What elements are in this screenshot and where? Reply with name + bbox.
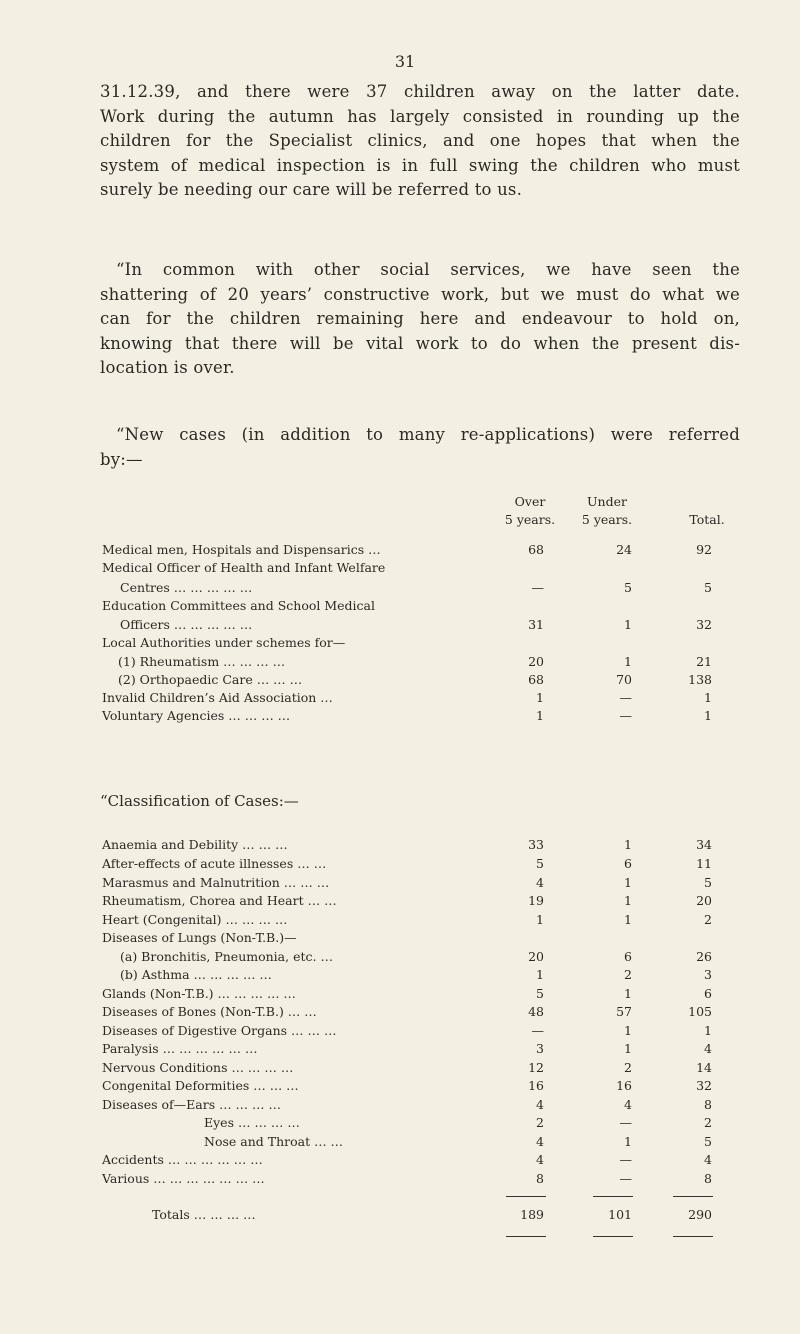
row-label: Diseases of Bones (Non-T.B.) … … — [102, 1004, 317, 1019]
cell-over-5: — — [531, 580, 544, 595]
text-line: 31.12.39, and there were 37 children away on the latter date. — [100, 82, 740, 101]
table-row — [100, 671, 740, 689]
text-line: “New cases (in addition to many re-applications) were referred — [116, 425, 740, 444]
cell-over-5: 1 — [536, 967, 544, 982]
row-label: Centres … … … … … — [120, 580, 253, 595]
cell-over-5: — — [531, 1023, 544, 1038]
table-row — [100, 634, 740, 652]
row-label: (2) Orthopaedic Care … … … — [118, 672, 303, 687]
row-label: Local Authorities under schemes for— — [102, 635, 346, 650]
cell-total: 4 — [704, 1152, 712, 1167]
row-label: Diseases of Digestive Organs … … … — [102, 1023, 337, 1038]
cell-under-5: — — [619, 1115, 632, 1130]
table-row — [100, 1096, 740, 1114]
cell-total: 11 — [696, 856, 712, 871]
cell-total: 92 — [696, 542, 712, 557]
table-row — [100, 1114, 740, 1132]
row-label: Rheumatism, Chorea and Heart … … — [102, 893, 337, 908]
row-label: Medical Officer of Health and Infant Welfare — [102, 560, 386, 575]
cell-over-5: 189 — [520, 1207, 544, 1222]
text-line: “In common with other social services, we have seen the — [116, 260, 740, 279]
header-line: 5 years. — [504, 512, 556, 527]
cell-under-5: 24 — [616, 542, 632, 557]
cell-total: 4 — [704, 1041, 712, 1056]
cell-total: 32 — [696, 617, 712, 632]
text-line: surely be needing our care will be referred to us. — [100, 180, 523, 199]
cell-over-5: 33 — [528, 837, 544, 852]
table-row — [100, 541, 740, 559]
row-label: (1) Rheumatism … … … … — [118, 654, 286, 669]
rule-total-top — [673, 1196, 713, 1197]
rule-under-5-top — [593, 1196, 633, 1197]
cell-over-5: 1 — [536, 690, 544, 705]
row-label: Various … … … … … … … — [102, 1171, 265, 1186]
cell-total: 1 — [704, 708, 712, 723]
cell-total: 3 — [704, 967, 712, 982]
table-row — [100, 707, 740, 725]
row-label: Invalid Children’s Aid Association … — [102, 690, 333, 705]
paragraph-new-cases — [100, 423, 740, 472]
cell-over-5: 20 — [528, 949, 544, 964]
cell-total: 26 — [696, 949, 712, 964]
cell-under-5: 1 — [624, 1134, 632, 1149]
text-line: knowing that there will be vital work to do when the present dis- — [100, 333, 740, 353]
text-line: Work during the autumn has largely consisted in rounding up the — [100, 106, 740, 126]
cell-over-5: 48 — [528, 1004, 544, 1019]
table-row — [100, 892, 740, 910]
row-label: Diseases of Lungs (Non-T.B.)— — [102, 930, 297, 945]
cell-over-5: 2 — [536, 1115, 544, 1130]
cell-under-5: 5 — [624, 580, 632, 595]
cell-total: 2 — [704, 1115, 712, 1130]
table-row — [100, 929, 740, 947]
row-label: Officers … … … … … — [120, 617, 253, 632]
table-row — [100, 559, 740, 577]
table-row — [100, 874, 740, 892]
row-label: Nose and Throat … … — [204, 1134, 344, 1149]
cell-total: 1 — [704, 690, 712, 705]
row-label: After-effects of acute illnesses … … — [102, 856, 327, 871]
row-label: Nervous Conditions … … … … — [102, 1060, 294, 1075]
header-line: 5 years. — [581, 512, 633, 527]
page-number: 31 — [394, 52, 416, 71]
text-line: by:— — [100, 449, 143, 469]
table-row — [100, 1059, 740, 1077]
cell-under-5: 6 — [624, 856, 632, 871]
cell-under-5: 1 — [624, 1041, 632, 1056]
column-header-under-5 — [572, 493, 642, 529]
cell-total: 5 — [704, 1134, 712, 1149]
cell-total: 138 — [688, 672, 712, 687]
table-row — [100, 1003, 740, 1021]
table-row — [100, 1040, 740, 1058]
paragraph-continuation — [100, 80, 740, 203]
cell-total: 8 — [704, 1097, 712, 1112]
row-label: (a) Bronchitis, Pneumonia, etc. … — [120, 949, 333, 964]
row-label: Paralysis … … … … … … — [102, 1041, 258, 1056]
cell-under-5: 1 — [624, 1023, 632, 1038]
text-line: system of medical inspection is in full swing the children who must — [100, 155, 740, 175]
cell-over-5: 5 — [536, 856, 544, 871]
table-row — [100, 836, 740, 854]
table-row — [100, 1133, 740, 1151]
text-line: location is over. — [100, 358, 235, 377]
text-line: shattering of 20 years’ constructive work, but we must do what we — [100, 284, 740, 304]
cell-under-5: 1 — [624, 912, 632, 927]
row-label: Accidents … … … … … … — [102, 1152, 263, 1167]
row-label: Glands (Non-T.B.) … … … … … — [102, 986, 296, 1001]
text-line: children for the Specialist clinics, and one hopes that when the — [100, 131, 740, 150]
totals-row — [100, 1206, 740, 1224]
cell-total: 105 — [688, 1004, 712, 1019]
table-row — [100, 1077, 740, 1095]
cell-over-5: 68 — [528, 542, 544, 557]
cell-over-5: 1 — [536, 912, 544, 927]
row-label: Diseases of—Ears … … … … — [102, 1097, 281, 1112]
cell-over-5: 31 — [528, 617, 544, 632]
cell-under-5: 101 — [608, 1207, 632, 1222]
cell-under-5: — — [619, 1171, 632, 1186]
cell-total: 34 — [696, 837, 712, 852]
cell-under-5: 1 — [624, 617, 632, 632]
rule-under-5-bottom — [593, 1236, 633, 1237]
cell-over-5: 4 — [536, 1152, 544, 1167]
cell-total: 290 — [688, 1207, 712, 1222]
row-label: Anaemia and Debility … … … — [102, 837, 288, 852]
table-row — [100, 1170, 740, 1188]
cell-under-5: 6 — [624, 949, 632, 964]
row-label: Medical men, Hospitals and Dispensarics … — [102, 542, 381, 557]
paragraph-social-services — [100, 258, 740, 381]
cell-total: 5 — [704, 580, 712, 595]
row-label: Education Committees and School Medical — [102, 598, 375, 613]
cell-under-5: — — [619, 1152, 632, 1167]
cell-total: 6 — [704, 986, 712, 1001]
table-row — [100, 597, 740, 615]
cell-over-5: 8 — [536, 1171, 544, 1186]
cell-total: 21 — [696, 654, 712, 669]
rule-over-5-bottom — [506, 1236, 546, 1237]
cell-under-5: 16 — [616, 1078, 632, 1093]
table-row — [100, 616, 740, 634]
row-label: Voluntary Agencies … … … … — [102, 708, 291, 723]
header-line: Under — [587, 494, 627, 509]
row-label: Eyes … … … … — [204, 1115, 300, 1130]
table-row — [100, 855, 740, 873]
cell-under-5: 1 — [624, 837, 632, 852]
cell-under-5: 1 — [624, 893, 632, 908]
cell-over-5: 16 — [528, 1078, 544, 1093]
cell-over-5: 5 — [536, 986, 544, 1001]
cell-under-5: 2 — [624, 967, 632, 982]
cell-under-5: 1 — [624, 654, 632, 669]
table-row — [100, 689, 740, 707]
cell-over-5: 4 — [536, 1097, 544, 1112]
cell-under-5: 1 — [624, 986, 632, 1001]
cell-total: 2 — [704, 912, 712, 927]
cell-under-5: 1 — [624, 875, 632, 890]
table-row — [100, 1022, 740, 1040]
cell-over-5: 19 — [528, 893, 544, 908]
table-row — [100, 911, 740, 929]
table-row — [100, 985, 740, 1003]
cell-under-5: 2 — [624, 1060, 632, 1075]
row-label: (b) Asthma … … … … … — [120, 967, 272, 982]
column-header-total: Total. — [689, 512, 725, 527]
table-row — [100, 653, 740, 671]
cell-under-5: — — [619, 708, 632, 723]
cell-over-5: 20 — [528, 654, 544, 669]
cell-over-5: 1 — [536, 708, 544, 723]
cell-over-5: 4 — [536, 875, 544, 890]
section-heading-classification: “Classification of Cases:— — [100, 792, 299, 810]
table-row — [100, 966, 740, 984]
column-header-over-5 — [495, 493, 565, 529]
table-row — [100, 1151, 740, 1169]
row-label: Marasmus and Malnutrition … … … — [102, 875, 330, 890]
cell-total: 8 — [704, 1171, 712, 1186]
rule-total-bottom — [673, 1236, 713, 1237]
table-row — [100, 579, 740, 597]
cell-under-5: 70 — [616, 672, 632, 687]
cell-total: 5 — [704, 875, 712, 890]
cell-over-5: 12 — [528, 1060, 544, 1075]
cell-under-5: 57 — [616, 1004, 632, 1019]
cell-over-5: 3 — [536, 1041, 544, 1056]
cell-total: 20 — [696, 893, 712, 908]
row-label: Heart (Congenital) … … … … — [102, 912, 288, 927]
row-label: Congenital Deformities … … … — [102, 1078, 299, 1093]
row-label: Totals … … … … — [152, 1207, 256, 1222]
rule-over-5-top — [506, 1196, 546, 1197]
cell-total: 14 — [696, 1060, 712, 1075]
cell-under-5: — — [619, 690, 632, 705]
cell-total: 1 — [704, 1023, 712, 1038]
text-line: can for the children remaining here and endeavour to hold on, — [100, 309, 740, 328]
header-line: Over — [514, 494, 546, 509]
cell-over-5: 4 — [536, 1134, 544, 1149]
cell-under-5: 4 — [624, 1097, 632, 1112]
cell-total: 32 — [696, 1078, 712, 1093]
table-row — [100, 948, 740, 966]
cell-over-5: 68 — [528, 672, 544, 687]
